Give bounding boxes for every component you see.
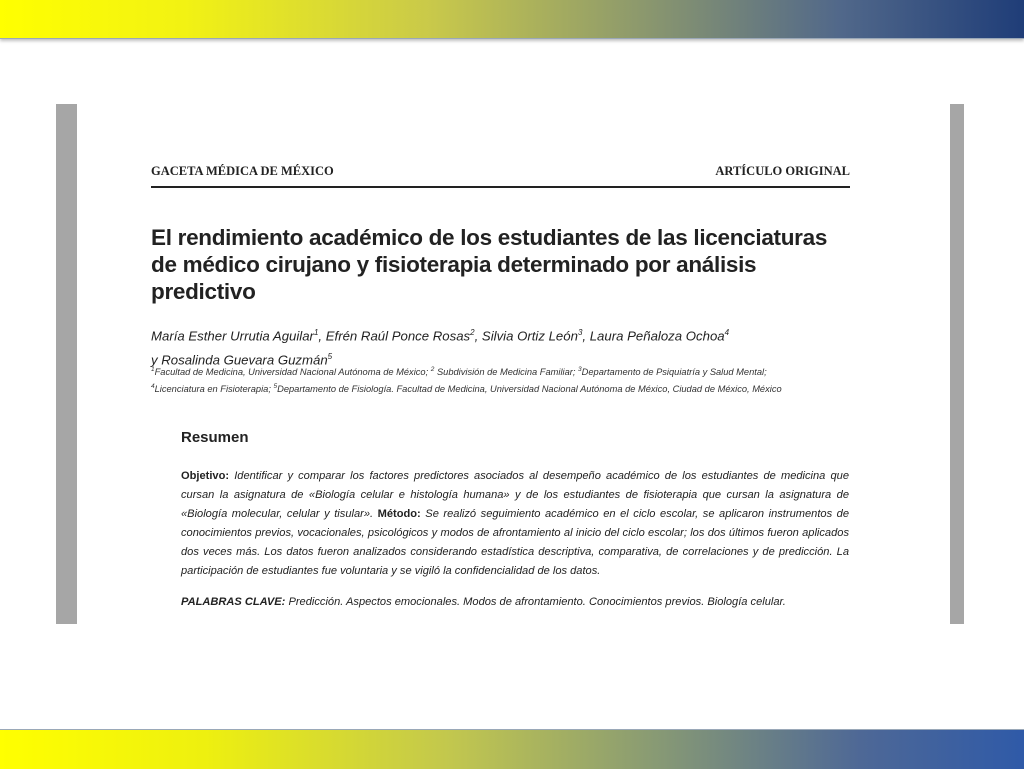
affiliation-text: Subdivisión de Medicina Familiar; [434,367,579,378]
author-name: Efrén Raúl Ponce Rosas [325,328,471,344]
author-affiliation-mark: 1 [313,328,319,337]
keywords-text: Predicción. Aspectos emocionales. Modos de afrontamiento. Conocimientos previos. Biología celular. [285,596,786,608]
affiliation-text: Departamento de Fisiología. Facultad de Medicina, Universidad Nacional Autónoma de México, Ciudad de México, México [277,383,782,394]
author-name: María Esther Urrutia Aguilar [151,328,314,344]
article-type: ARTÍCULO ORIGINAL [715,164,850,178]
abstract-heading: Resumen [181,429,249,446]
author-affiliation-mark: 4 [724,328,730,337]
affiliation-mark: 5 [273,382,278,390]
author-affiliation-mark: 3 [577,328,583,337]
author-name: y Rosalinda Guevara Guzmán [151,352,328,368]
right-frame-bar [950,104,964,624]
author-affiliation-mark: 5 [327,352,333,362]
affiliation-mark: 2 [430,366,435,373]
top-gradient-band [0,0,1024,39]
running-head [151,164,850,188]
objective-text: Identificar y comparar los factores predictores asociados al desempeño académico de los estudiantes de medicina que cursan la asignatura de «Biología celular e histología humana» y de los estudiantes de fisioterapia que cursan la asignatura de «Biología molecular, celular y tisular». [181,470,849,521]
method-text: Se realizó seguimiento académico en el ciclo escolar, se aplicaron instrumentos de conocimientos previos, vocacionales, psicológicos y modos de afrontamiento al inicio del ciclo escolar; los dos últimos fueron aplicados dos veces más. Los datos fueron analizados considerando estadística descriptiva, comparativa, de correlaciones y de predicción. La participación de estudiantes fue voluntaria y se vigiló la confidencialidad de los datos. [181,508,849,578]
author-name: Silvia Ortiz León [481,328,578,344]
author-separator: , [582,328,590,344]
keywords [181,596,861,608]
author-affiliation-mark: 2 [470,328,475,337]
journal-name: GACETA MÉDICA DE MÉXICO [151,164,334,178]
affiliation-text: Licenciatura en Fisioterapia; [154,383,274,394]
affiliations [151,363,856,396]
article-title: El rendimiento académico de los estudiantes de las licenciaturas de médico cirujano y fisioterapia determinado por análisis predictivo [151,225,828,304]
keywords-label: PALABRAS CLAVE: [181,596,286,608]
affiliation-text: Facultad de Medicina, Universidad Nacional Autónoma de México; [154,367,431,378]
abstract-body [181,467,849,582]
objective-label: Objetivo: [181,470,230,482]
author-name: Laura Peñaloza Ochoa [589,328,725,344]
affiliation-mark: 1 [151,366,155,373]
affiliation-mark: 3 [578,366,582,373]
left-frame-bar [56,104,77,624]
article-page-image [77,104,950,624]
affiliation-mark: 4 [151,382,155,390]
bottom-gradient-band [0,729,1024,769]
method-label: Método: [373,508,421,521]
author-separator: , [474,328,482,344]
author-separator: , [318,328,326,344]
affiliation-text: Departamento de Psiquiatría y Salud Mental; [581,367,767,378]
